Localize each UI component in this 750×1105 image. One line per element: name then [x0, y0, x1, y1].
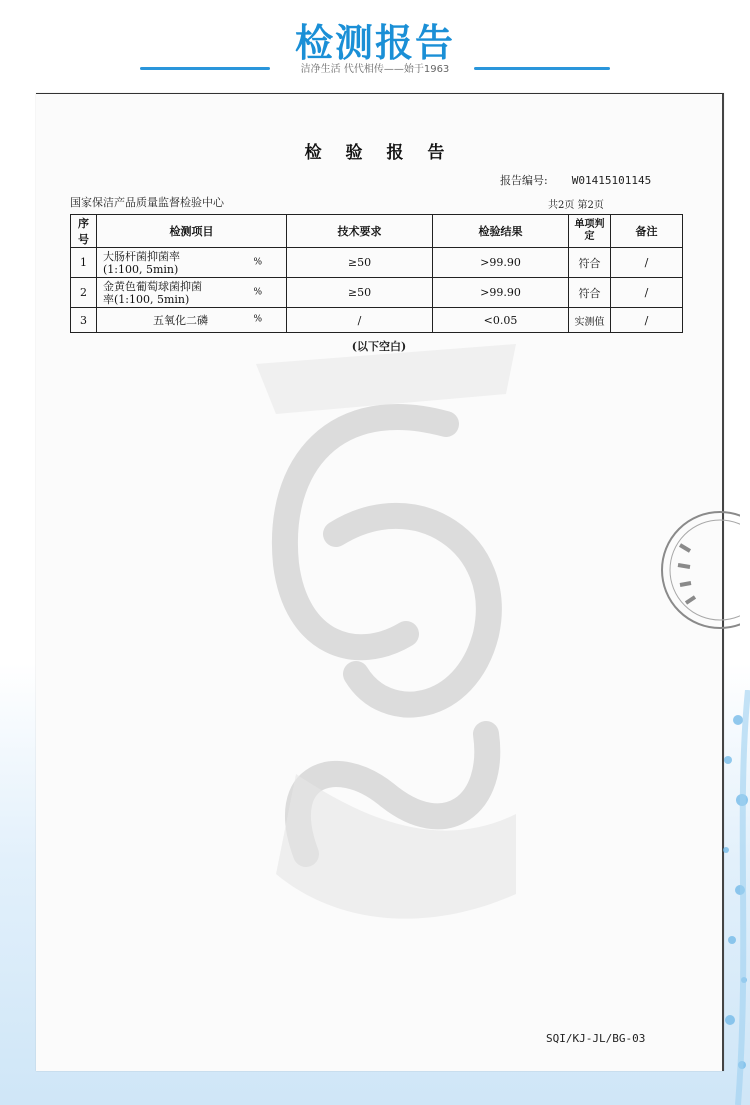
blank-below-note: (以下空白) — [351, 340, 407, 353]
row-no: 1 — [71, 248, 97, 278]
row-result: >99.90 — [433, 278, 569, 308]
item-line1: 大肠杆菌抑菌率 — [103, 249, 180, 263]
report-number — [500, 172, 651, 188]
item-line1: 五氧化二磷 — [153, 313, 208, 327]
organization-name: 国家保洁产品质量监督检验中心 — [70, 196, 224, 209]
banner-title: 检测报告 — [294, 21, 455, 65]
row-item — [97, 248, 287, 278]
report-number-label: 报告编号: — [500, 174, 548, 187]
row-no: 2 — [71, 278, 97, 308]
table-row — [71, 308, 683, 333]
table-row — [71, 278, 683, 308]
header-judgement: 单项判定 — [569, 215, 611, 248]
form-code: SQI/KJ-JL/BG-03 — [546, 1032, 646, 1045]
official-seal-icon — [650, 505, 740, 635]
report-number-value: W01415101145 — [571, 174, 652, 187]
row-remark: / — [611, 278, 683, 308]
header-result: 检验结果 — [433, 215, 569, 248]
header-remark: 备注 — [611, 215, 683, 248]
row-item — [97, 308, 287, 333]
row-item — [97, 278, 287, 308]
results-table — [70, 214, 683, 333]
row-remark: / — [611, 248, 683, 278]
table-row — [71, 248, 683, 278]
header-item: 检测项目 — [97, 215, 287, 248]
row-requirement: ≥50 — [287, 248, 433, 278]
item-unit: % — [253, 257, 262, 267]
row-requirement: ≥50 — [287, 278, 433, 308]
document-title: 检 验 报 告 — [304, 143, 454, 163]
item-line2: (1:100, 5min) — [103, 262, 179, 276]
item-line1: 金黄色葡萄球菌抑菌 — [103, 279, 202, 293]
item-unit: % — [253, 314, 262, 325]
watermark-emblem-icon — [216, 334, 536, 954]
row-remark: / — [611, 308, 683, 333]
row-judgement: 实测值 — [569, 308, 611, 333]
item-line2: 率(1:100, 5min) — [103, 292, 190, 306]
row-judgement: 符合 — [569, 248, 611, 278]
row-no: 3 — [71, 308, 97, 333]
report-document — [36, 93, 724, 1071]
table-header-row — [71, 215, 683, 248]
row-result: >99.90 — [433, 248, 569, 278]
header-no: 序号 — [71, 215, 97, 248]
banner-subtitle: 洁净生活 代代相传——始于1963 — [300, 64, 450, 75]
header-requirement: 技术要求 — [287, 215, 433, 248]
page-info: 共2页 第2页 — [548, 200, 604, 211]
banner-divider-right — [474, 67, 610, 70]
item-unit: % — [253, 287, 262, 297]
row-judgement: 符合 — [569, 278, 611, 308]
water-splash-decoration-icon — [718, 690, 750, 1105]
row-requirement: / — [287, 308, 433, 333]
row-result: <0.05 — [433, 308, 569, 333]
